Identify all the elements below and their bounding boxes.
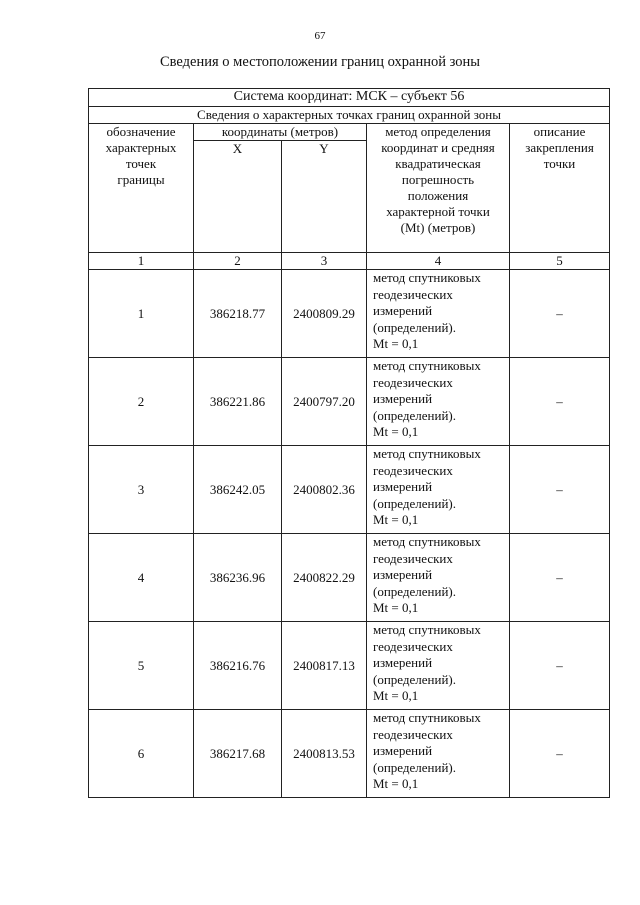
coordinate-y: 2400809.29 [282,270,367,358]
point-number: 4 [89,534,194,622]
header-description: описание закрепления точки [510,124,610,253]
method-description: метод спутниковых геодезических измерений (определений). Mt = 0,1 [367,270,510,358]
point-description: – [510,534,610,622]
column-number: 1 [89,253,194,270]
method-description: метод спутниковых геодезических измерений (определений). Mt = 0,1 [367,622,510,710]
header-method: метод определения координат и средняя квадратическая погрешность положения характерной точки (Mt) (метров) [367,124,510,253]
point-description: – [510,710,610,798]
method-description: метод спутниковых геодезических измерений (определений). Mt = 0,1 [367,446,510,534]
table-row [89,270,610,358]
page-number: 67 [314,30,326,42]
column-number: 3 [282,253,367,270]
method-description: метод спутниковых геодезических измерений (определений). Mt = 0,1 [367,358,510,446]
column-number-row [89,253,610,270]
table-row [89,534,610,622]
point-description: – [510,358,610,446]
coordinate-y: 2400822.29 [282,534,367,622]
header-y: Y [282,141,367,253]
header-designation: обозначение характерных точек границы [89,124,194,253]
coordinate-x: 386221.86 [194,358,282,446]
column-number: 2 [194,253,282,270]
coordinate-y: 2400817.13 [282,622,367,710]
point-number: 3 [89,446,194,534]
coordinate-y: 2400813.53 [282,710,367,798]
column-number: 4 [367,253,510,270]
coordinate-x: 386216.76 [194,622,282,710]
coordinate-x: 386217.68 [194,710,282,798]
point-description: – [510,622,610,710]
boundary-points-table [88,88,610,798]
point-number: 6 [89,710,194,798]
header-coordinates: координаты (метров) [194,124,367,141]
point-number: 1 [89,270,194,358]
method-description: метод спутниковых геодезических измерений (определений). Mt = 0,1 [367,710,510,798]
coordinate-y: 2400797.20 [282,358,367,446]
point-description: – [510,270,610,358]
point-number: 5 [89,622,194,710]
column-number: 5 [510,253,610,270]
table-row [89,446,610,534]
point-number: 2 [89,358,194,446]
coordinate-x: 386236.96 [194,534,282,622]
header-x: X [194,141,282,253]
table-row [89,710,610,798]
point-description: – [510,446,610,534]
coordinate-system: Система координат: МСК – субъект 56 [89,89,610,107]
table-row [89,358,610,446]
table-row [89,622,610,710]
method-description: метод спутниковых геодезических измерений (определений). Mt = 0,1 [367,534,510,622]
coordinate-x: 386242.05 [194,446,282,534]
table-subtitle: Сведения о характерных точках границ охранной зоны [89,107,610,124]
coordinate-x: 386218.77 [194,270,282,358]
document-title: Сведения о местоположении границ охранной зоны [159,54,480,70]
coordinate-y: 2400802.36 [282,446,367,534]
